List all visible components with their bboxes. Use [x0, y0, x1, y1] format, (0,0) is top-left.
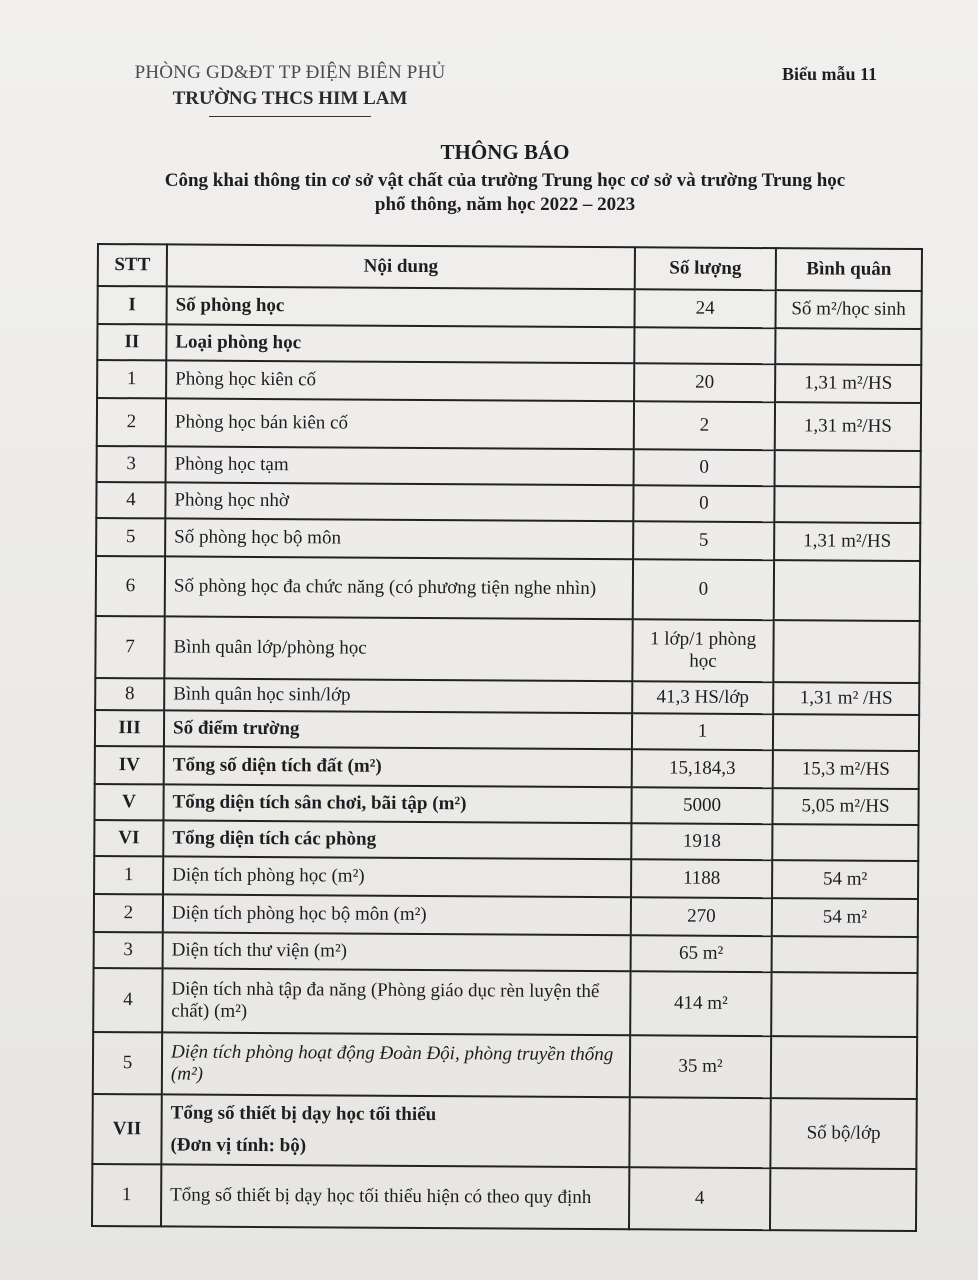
content-text: Diện tích phòng hoạt động Đoàn Đội, phòng truyền thống (m²) [170, 1041, 614, 1085]
form-number: Biểu mẫu 11 [782, 64, 878, 84]
cell-content [166, 398, 634, 449]
document-title: THÔNG BÁO [440, 140, 570, 164]
table-row [96, 482, 920, 523]
table-row [92, 1164, 916, 1231]
cell-stt: 5 [96, 518, 165, 556]
cell-average: Số bộ/lớp [770, 1098, 916, 1169]
cell-stt: 3 [97, 446, 166, 482]
cell-average: 1,31 m²/HS [775, 402, 921, 451]
cell-content [164, 678, 632, 713]
cell-average [772, 824, 918, 861]
cell-stt: 5 [93, 1032, 162, 1094]
cell-quantity: 270 [631, 897, 772, 936]
cell-stt: 1 [97, 360, 166, 398]
cell-quantity: 5 [633, 521, 774, 560]
facilities-table [91, 243, 923, 1232]
cell-content [161, 1094, 629, 1167]
cell-average [773, 714, 919, 751]
cell-content [165, 556, 633, 619]
cell-average: 5,05 m²/HS [772, 788, 918, 825]
content-text: Phòng học bán kiên cố [174, 411, 349, 434]
table-row [98, 286, 922, 329]
cell-stt: 7 [95, 616, 164, 678]
table-header-row [98, 244, 922, 291]
cell-average [771, 1036, 917, 1099]
content-text: Số phòng học đa chức năng (có phương tiện nghe nhìn) [173, 575, 597, 600]
cell-quantity: 65 m² [631, 935, 772, 972]
cell-average [775, 328, 921, 365]
cell-stt: 4 [93, 968, 162, 1032]
table-row [93, 968, 917, 1037]
cell-average: Số m²/học sinh [775, 290, 921, 329]
department-name: PHÒNG GD&ĐT TP ĐIỆN BIÊN PHỦ [134, 62, 446, 83]
table-row [94, 894, 918, 937]
cell-content [162, 968, 630, 1035]
content-text: Diện tích thư viện (m²) [171, 939, 348, 962]
cell-content [163, 856, 631, 897]
table-body [92, 286, 922, 1231]
cell-stt: V [94, 784, 163, 820]
table-row [94, 784, 918, 825]
content-unit-text: (Đơn vị tính: bộ) [170, 1134, 307, 1157]
cell-content [166, 446, 634, 485]
cell-stt: I [98, 286, 167, 324]
cell-stt: IV [95, 746, 164, 784]
cell-quantity: 24 [634, 289, 775, 328]
cell-stt: III [95, 710, 164, 746]
cell-quantity: 1 lớp/1 phòng học [632, 619, 773, 682]
content-text: Tổng số thiết bị dạy học tối thiểu [170, 1102, 437, 1126]
content-text: Số điểm trường [172, 717, 300, 740]
content-text: Diện tích phòng học bộ môn (m²) [171, 902, 427, 926]
cell-stt: 3 [94, 932, 163, 968]
header-quantity: Số lượng [635, 247, 776, 290]
cell-quantity [629, 1097, 770, 1168]
cell-quantity: 5000 [631, 787, 772, 824]
cell-average [775, 450, 921, 487]
cell-quantity: 20 [634, 363, 775, 402]
table-row [95, 678, 919, 715]
cell-content [164, 616, 632, 681]
content-text: Phòng học kiên cố [175, 368, 317, 391]
content-text: Tổng diện tích sân chơi, bãi tập (m²) [172, 791, 467, 815]
cell-average: 15,3 m²/HS [773, 750, 919, 789]
table-row [92, 1094, 916, 1169]
table-row [97, 324, 921, 365]
cell-stt: VII [92, 1094, 161, 1164]
cell-content [163, 784, 631, 823]
cell-average [773, 620, 919, 683]
cell-quantity: 1 [632, 713, 773, 750]
cell-average [771, 972, 917, 1037]
cell-content [167, 286, 635, 327]
cell-quantity: 0 [634, 449, 775, 486]
cell-content [163, 894, 631, 935]
content-text: Bình quân lớp/phòng học [173, 636, 367, 659]
table-row [97, 446, 921, 487]
content-text: Phòng học nhờ [174, 489, 290, 512]
cell-stt: II [97, 324, 166, 360]
table-row [94, 856, 918, 899]
cell-average [774, 560, 920, 621]
cell-stt: 6 [96, 556, 165, 616]
content-text: Diện tích nhà tập đa năng (Phòng giáo dục rèn luyện thể chất) (m²) [171, 978, 600, 1022]
cell-stt: 1 [92, 1164, 161, 1226]
cell-content [164, 710, 632, 749]
cell-content [163, 820, 631, 859]
table-row [94, 820, 918, 861]
table-row [96, 556, 920, 621]
subtitle-line-2: phổ thông, năm học 2022 – 2023 [374, 194, 636, 215]
cell-content [161, 1164, 629, 1229]
cell-average: 54 m² [772, 860, 918, 899]
table-row [97, 360, 921, 403]
cell-quantity: 1188 [631, 859, 772, 898]
cell-quantity: 0 [633, 485, 774, 522]
title-block [95, 140, 915, 217]
cell-quantity: 41,3 HS/lớp [632, 681, 773, 714]
cell-stt: VI [94, 820, 163, 856]
header-stt: STT [98, 244, 167, 286]
cell-stt: 2 [97, 398, 166, 446]
cell-stt: 4 [96, 482, 165, 518]
cell-quantity: 1918 [631, 823, 772, 860]
table-row [96, 518, 920, 561]
content-text: Tổng diện tích các phòng [172, 827, 377, 850]
table-row [97, 398, 921, 451]
cell-average: 1,31 m²/HS [774, 522, 920, 561]
cell-quantity: 2 [634, 401, 775, 450]
header-content: Nội dung [167, 244, 635, 289]
cell-content [166, 360, 634, 401]
table-row [95, 746, 919, 789]
cell-content [166, 324, 634, 363]
cell-content [163, 932, 631, 971]
cell-quantity: 15,184,3 [632, 749, 773, 788]
cell-average [774, 486, 920, 523]
table-row [94, 932, 918, 973]
table-row [95, 710, 919, 751]
cell-quantity [634, 327, 775, 364]
cell-average: 1,31 m²/HS [775, 364, 921, 403]
cell-stt: 2 [94, 894, 163, 932]
school-name: TRƯỜNG THCS HIM LAM [172, 88, 408, 109]
cell-average [772, 936, 918, 973]
cell-content [164, 746, 632, 787]
cell-content [165, 518, 633, 559]
subtitle-line-1: Công khai thông tin cơ sở vật chất của trường Trung học cơ sở và trường Trung học [164, 170, 846, 191]
cell-stt: 8 [95, 678, 164, 710]
cell-quantity: 414 m² [630, 971, 771, 1036]
content-text: Số phòng học [175, 294, 285, 317]
issuer-block [100, 62, 480, 117]
header-average: Bình quân [776, 248, 922, 291]
content-text: Tổng số diện tích đất (m²) [172, 754, 382, 777]
cell-average: 54 m² [772, 898, 918, 937]
table-row [93, 1032, 917, 1099]
cell-quantity: 35 m² [630, 1035, 771, 1098]
cell-content [162, 1032, 630, 1097]
cell-average: 1,31 m² /HS [773, 682, 919, 715]
header-underline [209, 116, 371, 117]
cell-quantity: 0 [633, 559, 774, 620]
content-text: Bình quân học sinh/lớp [173, 683, 351, 706]
cell-content [165, 482, 633, 521]
content-text: Số phòng học bộ môn [174, 526, 342, 549]
content-text: Tổng số thiết bị dạy học tối thiểu hiện có theo quy định [170, 1184, 592, 1209]
content-text: Phòng học tạm [174, 453, 289, 476]
cell-quantity: 4 [629, 1167, 770, 1230]
cell-stt: 1 [94, 856, 163, 894]
document-subtitle [95, 169, 915, 217]
content-text: Loại phòng học [175, 331, 302, 354]
content-text: Diện tích phòng học (m²) [172, 864, 365, 887]
cell-average [770, 1168, 916, 1231]
table-row [95, 616, 919, 683]
